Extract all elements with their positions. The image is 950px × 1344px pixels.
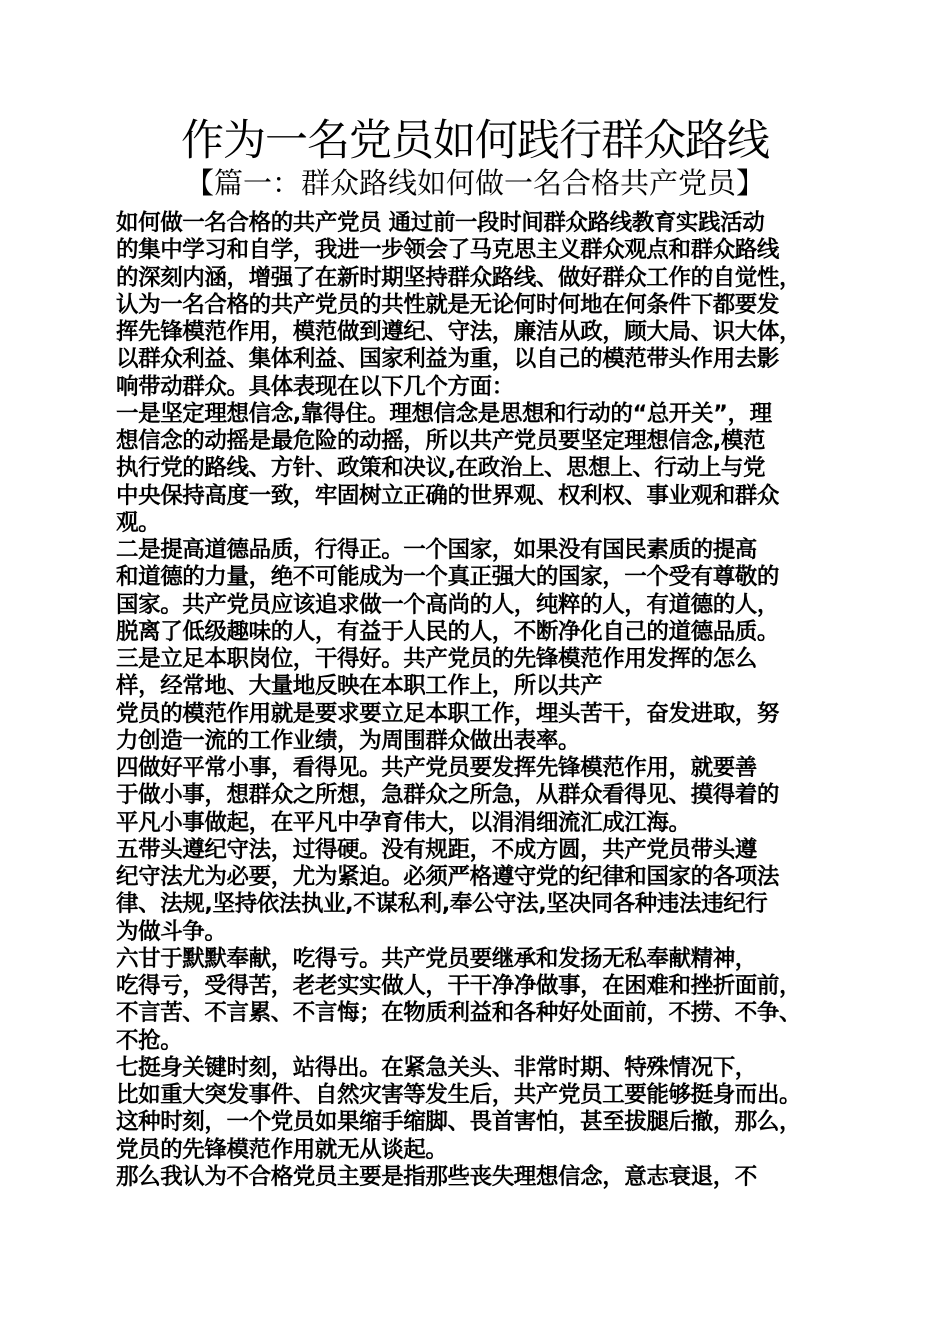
- body-line: 想信念的动摇是最危险的动摇，所以共产党员要坚定理想信念,模范: [116, 428, 766, 454]
- body-line: 执行党的路线、方针、政策和决议,在政治上、思想上、行动上与党: [116, 455, 766, 482]
- body-line: 六甘于默默奉献，吃得亏。共产党员要继承和发扬无私奉献精神，: [116, 945, 757, 972]
- document-body: [116, 210, 842, 1191]
- body-line: 中央保持高度一致，牢固树立正确的世界观、权利权、事业观和群众: [116, 482, 780, 509]
- body-line: 脱离了低级趣味的人，有益于人民的人，不断净化自己的道德品质。: [116, 618, 780, 645]
- body-line: 国家。共产党员应该追求做一个高尚的人，纯粹的人，有道德的人，: [116, 591, 780, 618]
- body-line: 三是立足本职岗位，干得好。共产党员的先锋模范作用发挥的怎么: [116, 646, 757, 672]
- body-line: 二是提高道德品质，行得正。一个国家，如果没有国民素质的提高: [116, 537, 757, 563]
- body-line: 那么我认为不合格党员主要是指那些丧失理想信念，意志衰退，不: [116, 1163, 757, 1190]
- body-line: 如何做一名合格的共产党员 通过前一段时间群众路线教育实践活动: [116, 210, 765, 236]
- body-line: 纪守法尤为必要，尤为紧迫。必须严格遵守党的纪律和国家的各项法: [116, 864, 780, 890]
- body-line: 的集中学习和自学，我进一步领会了马克思主义群众观点和群众路线: [116, 237, 780, 264]
- document-title: 作为一名党员如何践行群众路线: [181, 116, 769, 166]
- body-line: 律、法规,坚持依法执业,不谋私利,奉公守法,坚决同各种违法违纪行: [116, 891, 768, 918]
- body-line: 不抢。: [116, 1027, 183, 1054]
- body-line: 吃得亏，受得苦，老老实实做人，干干净净做事，在困难和挫折面前，: [116, 973, 802, 999]
- body-line: 平凡小事做起，在平凡中孕育伟大，以涓涓细流汇成江海。: [116, 809, 691, 836]
- body-line: 观。: [116, 509, 161, 536]
- body-line: 的深刻内涵，增强了在新时期坚持群众路线、做好群众工作的自觉性，: [116, 264, 802, 291]
- body-line: 不言苦、不言累、不言悔；在物质利益和各种好处面前，不捞、不争、: [116, 1000, 802, 1027]
- body-line: 于做小事，想群众之所想，急群众之所急，从群众看得见、摸得着的: [116, 782, 780, 809]
- body-line: 为做斗争。: [116, 918, 227, 945]
- body-line: 一是坚定理想信念,靠得住。理想信念是思想和行动的“总开关”，理: [116, 400, 772, 427]
- body-line: 以群众利益、集体利益、国家利益为重，以自己的模范带头作用去影: [116, 346, 780, 373]
- body-line: 四做好平常小事，看得见。共产党员要发挥先锋模范作用，就要善: [116, 755, 757, 781]
- body-line: 和道德的力量，绝不可能成为一个真正强大的国家，一个受有尊敬的: [116, 564, 780, 591]
- body-line: 挥先锋模范作用，模范做到遵纪、守法，廉洁从政，顾大局、识大体，: [116, 319, 802, 345]
- body-line: 样，经常地、大量地反映在本职工作上，所以共产: [116, 673, 603, 700]
- body-line: 党员的模范作用就是要求要立足本职工作，埋头苦干，奋发进取，努: [116, 700, 780, 727]
- body-line: 力创造一流的工作业绩，为周围群众做出表率。: [116, 727, 581, 754]
- body-line: 比如重大突发事件、自然灾害等发生后，共产党员工要能够挺身而出。: [116, 1082, 802, 1108]
- body-line: 七挺身关键时刻，站得出。在紧急关头、非常时期、特殊情况下，: [116, 1054, 757, 1081]
- document-subtitle: 【篇一：群众路线如何做一名合格共产党员】: [184, 166, 765, 200]
- body-line: 五带头遵纪守法，过得硬。没有规距，不成方圆，共产党员带头遵: [116, 836, 757, 863]
- body-line: 这种时刻，一个党员如果缩手缩脚、畏首害怕，甚至拔腿后撤，那么，: [116, 1109, 802, 1136]
- body-line: 认为一名合格的共产党员的共性就是无论何时何地在何条件下都要发: [116, 291, 780, 318]
- body-line: 响带动群众。具体表现在以下几个方面：: [116, 373, 514, 400]
- body-line: 党员的先锋模范作用就无从谈起。: [116, 1136, 448, 1163]
